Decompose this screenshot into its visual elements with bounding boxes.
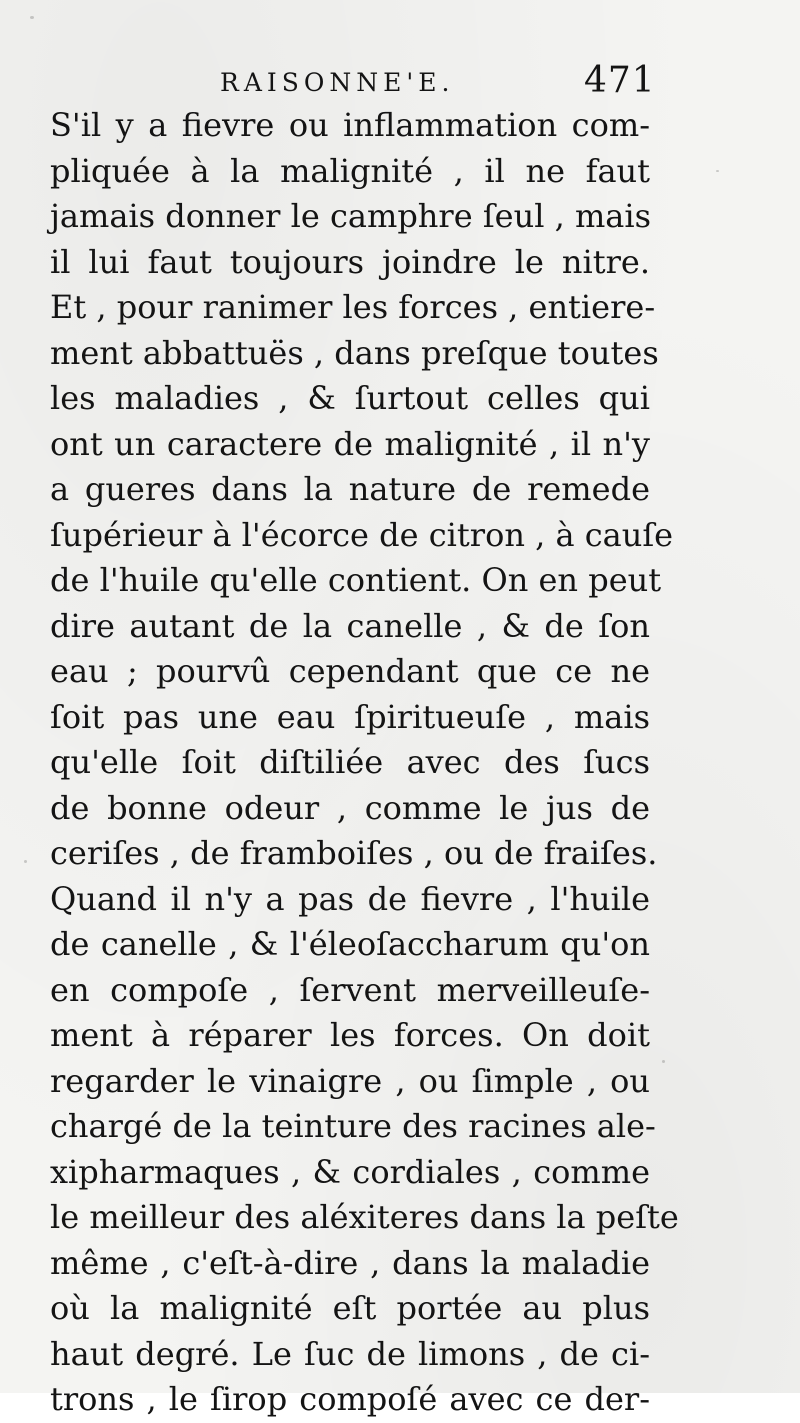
- text-line: même , c'eſt-à-dire , dans la maladie: [50, 1243, 650, 1282]
- text-line: trons , le ſirop compoſé avec ce der-: [50, 1380, 650, 1418]
- text-line: xipharmaques , & cordiales , comme: [50, 1152, 650, 1191]
- text-line: de l'huile qu'elle contient. On en peut: [50, 561, 662, 599]
- text-line: il lui faut toujours joindre le nitre.: [50, 242, 650, 281]
- text-line: ont un caractere de malignité , il n'y: [50, 424, 650, 463]
- text-line: ment à réparer les forces. On doit: [50, 1016, 650, 1054]
- text-line: jamais donner le camphre ſeul , mais: [50, 197, 652, 235]
- text-line: en compoſe , ſervent merveilleuſe-: [50, 970, 650, 1009]
- text-line: les maladies , & ſurtout celles qui: [50, 379, 650, 417]
- text-line: S'il y a fievre ou inflammation com-: [50, 106, 650, 144]
- text-line: haut degré. Le ſuc de limons , de ci-: [50, 1334, 650, 1373]
- running-head-title: RAISONNE'E.: [220, 68, 455, 97]
- text-line: Et , pour ranimer les forces , entiere-: [50, 288, 656, 326]
- paper-speck: [24, 860, 27, 863]
- text-line: de bonne odeur , comme le jus de: [50, 788, 650, 827]
- body-text: [50, 103, 679, 1418]
- text-line: pliquée à la malignité , il ne faut: [50, 151, 650, 190]
- text-line: chargé de la teinture des racines ale-: [50, 1107, 656, 1145]
- text-line: ceriſes , de framboiſes , ou de fraiſes.: [50, 834, 658, 872]
- text-line: dire autant de la canelle , & de ſon: [50, 606, 650, 645]
- text-line: de canelle , & l'éleoſaccharum qu'on: [50, 925, 650, 963]
- text-line: ſupérieur à l'écorce de citron , à cauſe: [50, 515, 674, 554]
- text-line: a gueres dans la nature de remede: [50, 470, 650, 508]
- running-head: [50, 60, 656, 102]
- text-line: qu'elle ſoit diſtiliée avec des ſucs: [50, 743, 650, 781]
- text-line: regarder le vinaigre , ou ſimple , ou: [50, 1061, 650, 1100]
- paper-speck: [662, 1060, 665, 1063]
- page-number: 471: [584, 60, 656, 101]
- text-line: où la malignité eſt portée au plus: [50, 1289, 650, 1327]
- text-line: le meilleur des aléxiteres dans la peſte: [50, 1198, 679, 1236]
- text-line: ſoit pas une eau ſpiritueuſe , mais: [50, 697, 650, 736]
- text-line: ment abbattuës , dans preſque toutes: [50, 333, 659, 372]
- text-line: Quand il n'y a pas de fievre , l'huile: [50, 879, 650, 918]
- text-line: eau ; pourvû cependant que ce ne: [50, 652, 650, 690]
- paper-speck: [30, 16, 34, 19]
- paper-speck: [716, 170, 719, 172]
- paper-speck: [82, 1362, 86, 1365]
